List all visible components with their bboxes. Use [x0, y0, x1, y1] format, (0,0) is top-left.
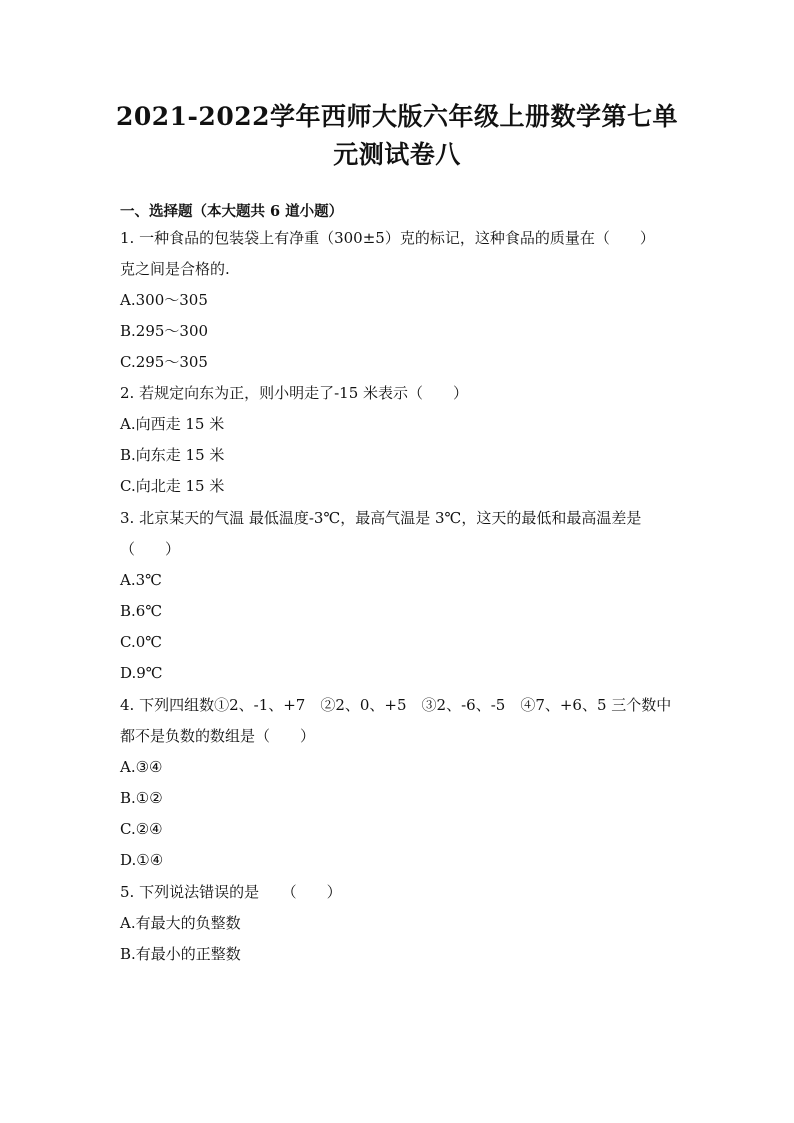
question-3-option-b: B.6℃	[120, 602, 163, 620]
question-3-stem-continued: （ ）	[120, 540, 181, 558]
question-4-stem-continued: 都不是负数的数组是（ ）	[120, 727, 316, 745]
question-1-stem: 1. 一种食品的包装袋上有净重（300±5）克的标记，这种食品的质量在（ ）	[120, 229, 655, 247]
question-4-option-d: D.①④	[120, 851, 164, 869]
question-2-stem: 2. 若规定向东为正，则小明走了-15 米表示（ ）	[120, 384, 469, 402]
question-2-option-c: C.向北走 15 米	[120, 477, 225, 495]
question-5-stem: 5. 下列说法错误的是 （ ）	[120, 883, 342, 901]
question-1-option-b: B.295～300	[120, 322, 209, 340]
title-line-2: 元测试卷八	[333, 140, 461, 169]
question-3-stem: 3. 北京某天的气温 最低温度-3℃，最高气温是 3℃，这天的最低和最高温差是	[120, 509, 642, 527]
question-2-option-b: B.向东走 15 米	[120, 446, 225, 464]
question-5-option-b: B.有最小的正整数	[120, 945, 241, 963]
document-title	[100, 98, 694, 174]
title-line-1: 2021-2022学年西师大版六年级上册数学第七单	[115, 102, 679, 131]
question-3-option-d: D.9℃	[120, 664, 163, 682]
question-1-stem-continued: 克之间是合格的.	[120, 260, 230, 278]
question-5-option-a: A.有最大的负整数	[120, 914, 241, 932]
question-4-option-c: C.②④	[120, 820, 163, 838]
section-heading: 一、选择题（本大题共 6 道小题）	[120, 203, 344, 220]
question-4-stem: 4. 下列四组数①2、-1、+7 ②2、0、+5 ③2、-6、-5 ④7、+6、5 三个数中	[120, 696, 672, 714]
question-3-option-c: C.0℃	[120, 633, 163, 651]
question-1-option-c: C.295～305	[120, 353, 208, 371]
question-4-option-a: A.③④	[120, 758, 163, 776]
question-4-option-b: B.①②	[120, 789, 163, 807]
question-2-option-a: A.向西走 15 米	[120, 415, 225, 433]
question-3-option-a: A.3℃	[120, 571, 162, 589]
question-1-option-a: A.300～305	[120, 291, 208, 309]
